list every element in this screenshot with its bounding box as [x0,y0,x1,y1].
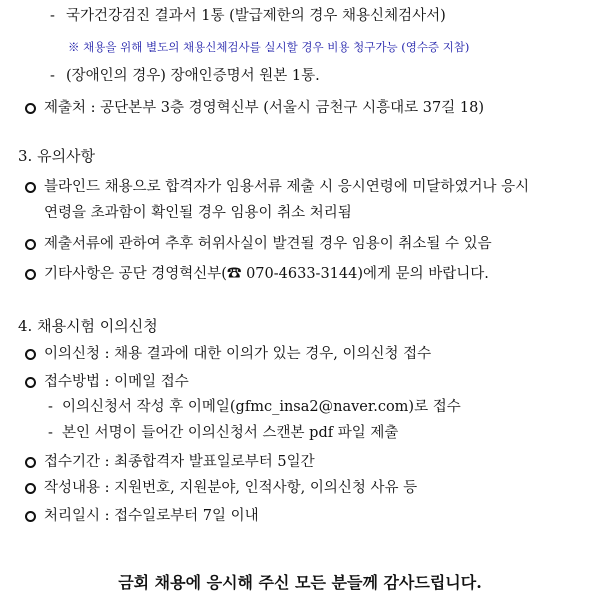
note-text: ※ 채용을 위해 별도의 채용신체검사를 실시할 경우 비용 청구가능 (영수증 지참) [68,40,470,54]
bullet-circle-icon [25,377,36,388]
section3-item3-suffix: 070-4633-3144)에게 문의 바랍니다. [241,266,489,282]
section3-item3-prefix: 기타사항은 공단 경영혁신부( [44,266,227,282]
section3-title: 3. 유의사항 [18,147,96,165]
section4-apply-text: 이의신청 : 채용 결과에 대한 이의가 있는 경우, 이의신청 접수 [44,346,432,362]
section4-method-text: 접수방법 : 이메일 접수 [44,374,189,390]
bullet-circle-icon [25,239,36,250]
section3-item1-line2: 연령을 초과함이 확인될 경우 임용이 취소 처리됨 [44,205,352,221]
section4-title: 4. 채용시험 이의신청 [18,317,158,335]
section3-item1-line1: 블라인드 채용으로 합격자가 임용서류 제출 시 응시연령에 미달하였거나 응시 [44,179,530,195]
phone-icon: ☎ [226,266,242,282]
doc-health-text: 국가건강검진 결과서 1통 (발급제한의 경우 채용신체검사서) [66,8,446,24]
bullet-circle-icon [25,457,36,468]
doc-disability-text: (장애인의 경우) 장애인증명서 원본 1통. [66,68,320,84]
method-sub1-text: 이의신청서 작성 후 이메일(gfmc_insa2@naver.com)로 접수 [62,399,461,415]
section3-item3-text [44,264,489,284]
section4-process-text: 처리일시 : 접수일로부터 7일 이내 [44,508,259,524]
dash-marker: - [50,68,55,84]
method-sub2-text: 본인 서명이 들어간 이의신청서 스캔본 pdf 파일 제출 [62,425,399,441]
dash-marker: - [48,399,53,415]
section4-content-text: 작성내용 : 지원번호, 지원분야, 인적사항, 이의신청 사유 등 [44,480,418,496]
bullet-circle-icon [25,182,36,193]
bullet-circle-icon [25,349,36,360]
submit-place-text: 제출처 : 공단본부 3층 경영혁신부 (서울시 금천구 시흥대로 37길 18) [44,100,484,116]
dash-marker: - [48,425,53,441]
bullet-circle-icon [25,103,36,114]
section3-item2-text: 제출서류에 관하여 추후 허위사실이 발견될 경우 임용이 취소될 수 있음 [44,236,492,252]
bullet-circle-icon [25,483,36,494]
dash-marker: - [50,8,55,24]
bullet-circle-icon [25,269,36,280]
section4-period-text: 접수기간 : 최종합격자 발표일로부터 5일간 [44,454,315,470]
closing-message: 금회 채용에 응시해 주신 모든 분들께 감사드립니다. [118,573,482,592]
bullet-circle-icon [25,511,36,522]
